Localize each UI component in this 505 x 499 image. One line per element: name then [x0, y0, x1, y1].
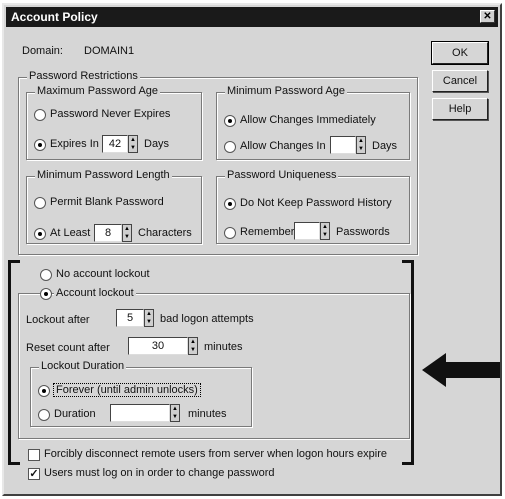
- spin-down-icon[interactable]: ▼: [358, 146, 364, 152]
- passwords-label: Passwords: [336, 226, 390, 238]
- spin-down-icon[interactable]: ▼: [146, 319, 152, 325]
- arrow-left-icon: [422, 353, 500, 387]
- spin-down-icon[interactable]: ▼: [190, 347, 196, 353]
- no-history-radio[interactable]: [224, 198, 236, 210]
- remember-label: Remember: [240, 226, 295, 238]
- ok-button[interactable]: OK: [432, 42, 488, 64]
- lockout-after-label: Lockout after: [26, 314, 90, 326]
- account-lockout-label: Account lockout: [56, 287, 134, 299]
- duration-spinner[interactable]: [170, 404, 180, 422]
- spin-down-icon[interactable]: ▼: [124, 234, 130, 240]
- min-age-title: Minimum Password Age: [227, 85, 345, 97]
- permit-blank-label: Permit Blank Password: [50, 196, 164, 208]
- characters-label: Characters: [138, 227, 192, 239]
- cancel-button[interactable]: Cancel: [432, 70, 488, 92]
- spin-up-icon[interactable]: ▲: [146, 311, 152, 317]
- allow-immediately-label: Allow Changes Immediately: [240, 114, 376, 126]
- min-age-days-label: Days: [372, 140, 398, 152]
- permit-blank-radio[interactable]: [34, 197, 46, 209]
- reset-count-label: Reset count after: [26, 342, 110, 354]
- never-expires-label: Password Never Expires: [50, 108, 171, 120]
- at-least-label: At Least: [50, 227, 91, 239]
- help-button[interactable]: Help: [432, 98, 488, 120]
- lockout-after-input[interactable]: 5: [116, 309, 144, 327]
- spin-down-icon[interactable]: ▼: [130, 145, 136, 151]
- duration-radio[interactable]: [38, 409, 50, 421]
- forcibly-disconnect-checkbox[interactable]: [28, 449, 40, 461]
- must-log-on-checkbox[interactable]: ✓: [29, 468, 39, 480]
- spin-up-icon[interactable]: ▲: [322, 224, 328, 230]
- no-lockout-label: No account lockout: [56, 268, 150, 280]
- duration-label: Duration: [54, 408, 96, 420]
- close-icon[interactable]: ✕: [480, 10, 495, 23]
- reset-count-suffix: minutes: [204, 341, 243, 353]
- spin-up-icon[interactable]: ▲: [130, 137, 136, 143]
- title-bar: [6, 7, 498, 27]
- spin-down-icon[interactable]: ▼: [172, 414, 178, 420]
- no-lockout-radio[interactable]: [40, 269, 52, 281]
- expires-in-label: Expires In: [50, 138, 99, 150]
- min-length-title: Minimum Password Length: [37, 169, 170, 181]
- max-age-days-input[interactable]: 42: [102, 135, 128, 153]
- min-length-input[interactable]: 8: [94, 224, 122, 242]
- right-bracket: [402, 260, 414, 465]
- never-expires-radio[interactable]: [34, 109, 46, 121]
- spin-up-icon[interactable]: ▲: [358, 138, 364, 144]
- allow-in-radio[interactable]: [224, 141, 236, 153]
- reset-count-spinner[interactable]: [188, 337, 198, 355]
- spin-down-icon[interactable]: ▼: [322, 232, 328, 238]
- min-age-days-spinner[interactable]: [356, 136, 366, 154]
- left-bracket: [8, 260, 20, 465]
- lockout-after-spinner[interactable]: [144, 309, 154, 327]
- duration-input[interactable]: [110, 404, 170, 422]
- allow-immediately-radio[interactable]: [224, 115, 236, 127]
- lockout-after-suffix: bad logon attempts: [160, 313, 254, 325]
- min-age-days-input[interactable]: [330, 136, 356, 154]
- domain-value: DOMAIN1: [84, 45, 135, 57]
- spin-up-icon[interactable]: ▲: [190, 339, 196, 345]
- at-least-radio[interactable]: [34, 228, 46, 240]
- min-length-spinner[interactable]: [122, 224, 132, 242]
- spin-up-icon[interactable]: ▲: [172, 406, 178, 412]
- allow-in-label: Allow Changes In: [240, 140, 326, 152]
- password-restrictions-title: Password Restrictions: [29, 70, 138, 82]
- remember-spinner[interactable]: [320, 222, 330, 240]
- max-age-title: Maximum Password Age: [37, 85, 159, 97]
- max-age-days-label: Days: [144, 138, 170, 150]
- domain-label: Domain:: [22, 45, 63, 57]
- forever-label: Forever (until admin unlocks): [53, 383, 201, 397]
- forcibly-disconnect-label: Forcibly disconnect remote users from server when logon hours expire: [44, 448, 387, 460]
- lockout-duration-title: Lockout Duration: [41, 360, 125, 372]
- window-title: Account Policy: [11, 10, 98, 24]
- duration-minutes-label: minutes: [188, 408, 227, 420]
- expires-in-radio[interactable]: [34, 139, 46, 151]
- max-age-days-spinner[interactable]: [128, 135, 138, 153]
- uniqueness-title: Password Uniqueness: [227, 169, 337, 181]
- spin-up-icon[interactable]: ▲: [124, 226, 130, 232]
- account-policy-dialog: [2, 3, 502, 496]
- reset-count-input[interactable]: 30: [128, 337, 188, 355]
- no-history-label: Do Not Keep Password History: [240, 197, 392, 209]
- remember-radio[interactable]: [224, 227, 236, 239]
- remember-input[interactable]: [294, 222, 320, 240]
- account-lockout-radio[interactable]: [40, 288, 52, 300]
- forever-radio[interactable]: [38, 385, 50, 397]
- must-log-on-label: Users must log on in order to change password: [44, 467, 275, 479]
